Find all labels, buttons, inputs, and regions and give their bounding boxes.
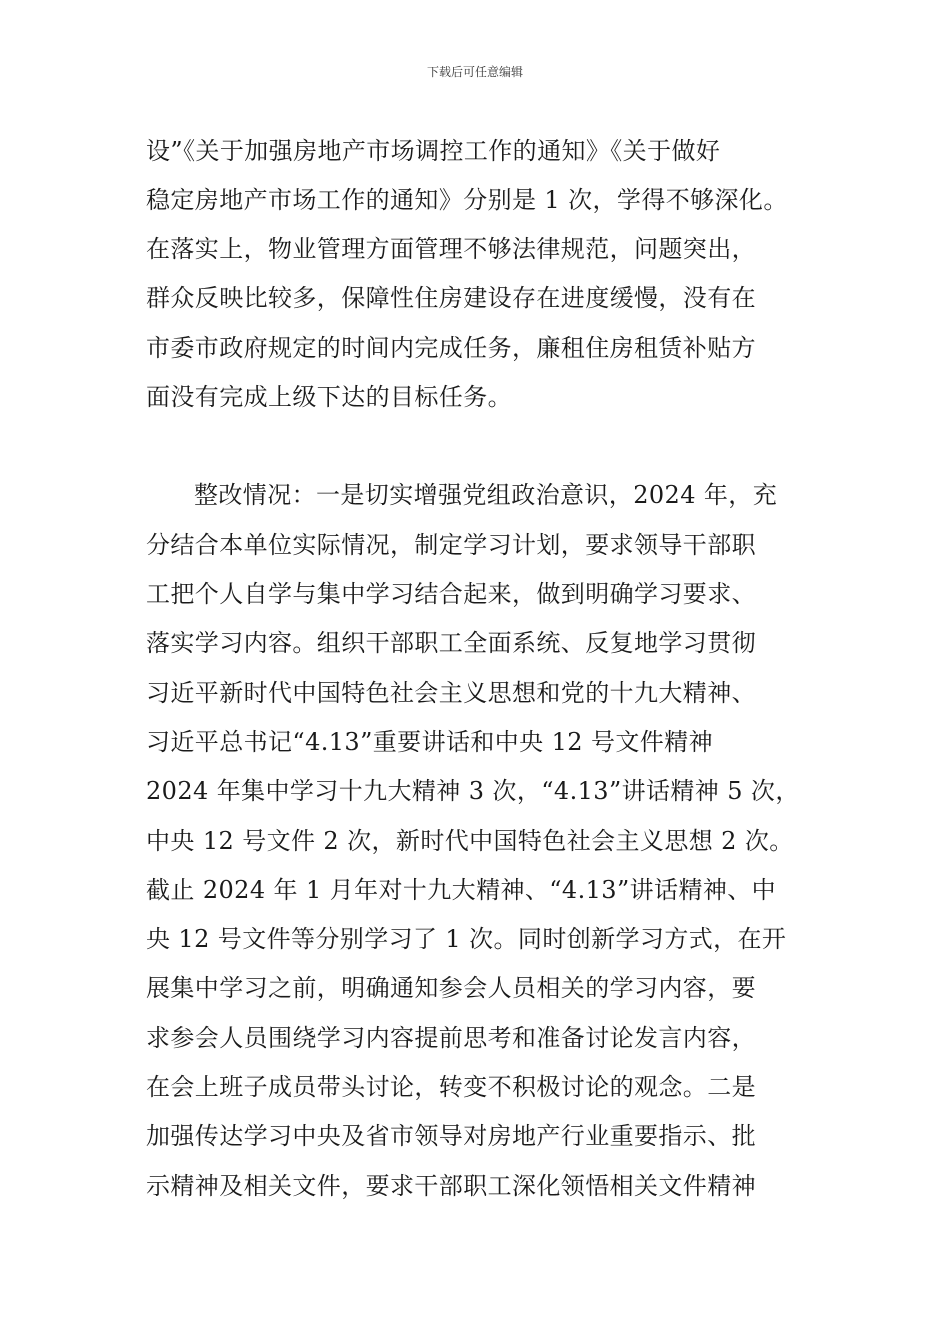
text-line: 截止 2024 年 1 月年对十九大精神、“4.13”讲话精神、中 [146,876,777,904]
text-line: 面没有完成上级下达的目标任务。 [146,383,512,411]
text-line: 加强传达学习中央及省市领导对房地产行业重要指示、批 [146,1122,756,1150]
text-line: 市委市政府规定的时间内完成任务，廉租住房租赁补贴方 [146,334,756,362]
text-line: 群众反映比较多，保障性住房建设存在进度缓慢，没有在 [146,284,756,312]
text-line: 在落实上，物业管理方面管理不够法律规范，问题突出， [146,235,756,263]
text-line: 示精神及相关文件，要求干部职工深化领悟相关文件精神 [146,1172,756,1200]
text-line: 习近平新时代中国特色社会主义思想和党的十九大精神、 [146,679,756,707]
text-line: 2024 年集中学习十九大精神 3 次，“4.13”讲话精神 5 次， [146,777,800,805]
text-line: 工把个人自学与集中学习结合起来，做到明确学习要求、 [146,580,756,608]
text-line: 展集中学习之前，明确通知参会人员相关的学习内容，要 [146,974,756,1002]
page-header: 下载后可任意编辑 [426,65,523,79]
text-line: 分结合本单位实际情况，制定学习计划，要求领导干部职 [146,531,756,559]
text-line: 在会上班子成员带头讨论，转变不积极讨论的观念。二是 [146,1073,756,1101]
text-line: 中央 12 号文件 2 次，新时代中国特色社会主义思想 2 次。 [146,827,794,855]
text-line: 设”《关于加强房地产市场调控工作的通知》《关于做好 [146,137,721,165]
text-line: 整改情况：一是切实增强党组政治意识，2024 年，充 [194,481,778,509]
text-line: 稳定房地产市场工作的通知》分别是 1 次，学得不够深化。 [146,186,788,214]
text-line: 落实学习内容。组织干部职工全面系统、反复地学习贯彻 [146,629,756,657]
text-line: 习近平总书记“4.13”重要讲话和中央 12 号文件精神 [146,728,713,756]
text-line: 央 12 号文件等分别学习了 1 次。同时创新学习方式，在开 [146,925,787,953]
text-line: 求参会人员围绕学习内容提前思考和准备讨论发言内容， [146,1024,756,1052]
